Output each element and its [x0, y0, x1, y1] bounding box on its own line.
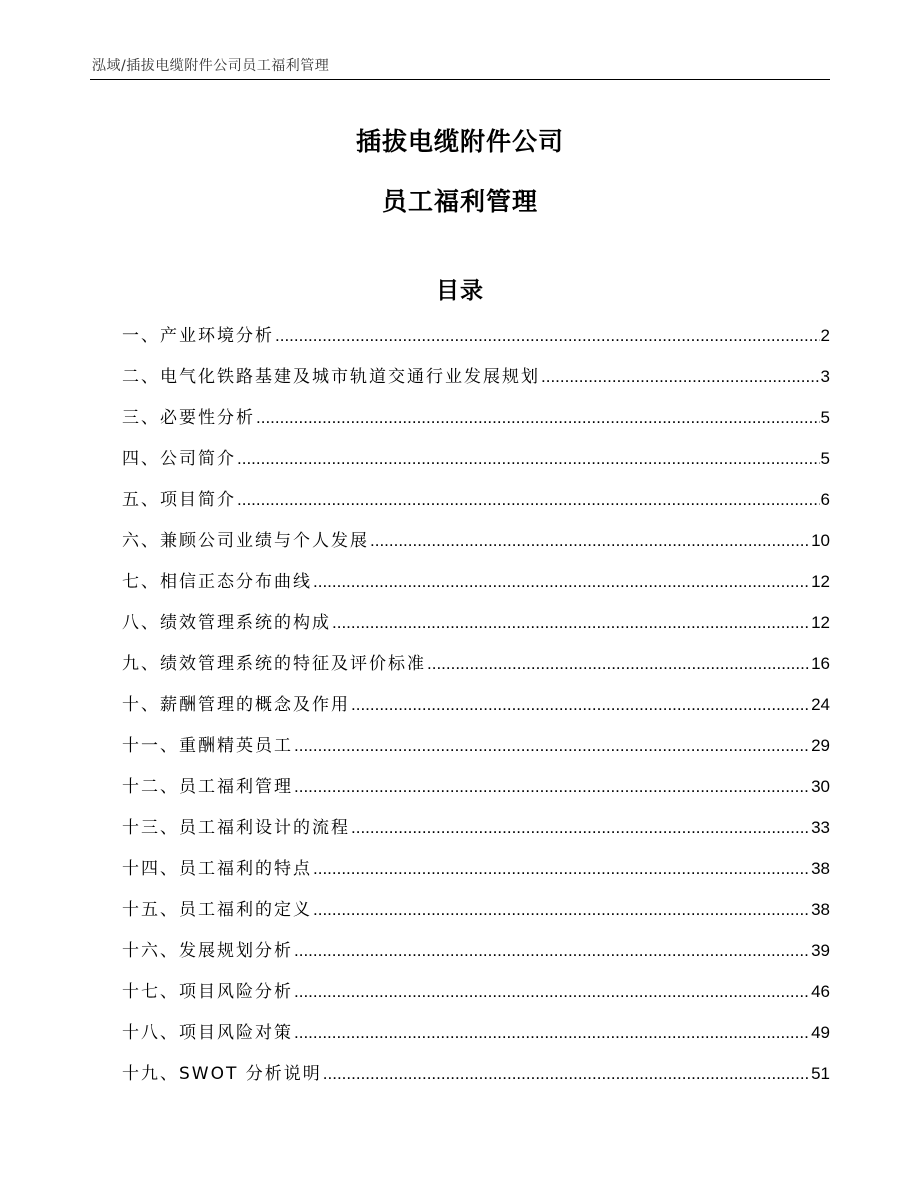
toc-entry-title: 员工福利的特点	[179, 859, 312, 879]
toc-entry-title: 重酬精英员工	[179, 736, 293, 756]
running-header: 泓域/插拔电缆附件公司员工福利管理	[92, 58, 330, 74]
table-of-contents	[122, 322, 830, 1101]
toc-entry[interactable]	[122, 363, 830, 404]
document-subtitle: 员工福利管理	[381, 187, 538, 216]
toc-entry[interactable]	[122, 855, 830, 896]
toc-entry[interactable]	[122, 1019, 830, 1060]
toc-entry-number: 十九、	[122, 1064, 179, 1084]
toc-entry-page: 38	[811, 859, 830, 878]
toc-entry-number: 十、	[122, 695, 160, 715]
toc-entry[interactable]	[122, 322, 830, 363]
dot-leader	[332, 609, 810, 637]
toc-entry[interactable]	[122, 814, 830, 855]
toc-entry[interactable]	[122, 896, 830, 937]
dot-leader	[351, 691, 810, 719]
toc-entry-number: 十四、	[122, 859, 179, 879]
toc-entry-title: 绩效管理系统的构成	[160, 613, 331, 633]
dot-leader	[294, 978, 810, 1006]
toc-entry-title: 必要性分析	[160, 408, 255, 428]
toc-entry[interactable]	[122, 1060, 830, 1101]
toc-entry-page: 39	[811, 941, 830, 960]
toc-entry[interactable]	[122, 404, 830, 445]
toc-entry[interactable]	[122, 937, 830, 978]
toc-entry[interactable]	[122, 568, 830, 609]
dot-leader	[237, 445, 820, 473]
dot-leader	[323, 1060, 810, 1088]
toc-entry-number: 十六、	[122, 941, 179, 961]
toc-entry-title: 电气化铁路基建及城市轨道交通行业发展规划	[160, 367, 540, 387]
dot-leader	[313, 855, 810, 883]
toc-entry-page: 46	[811, 982, 830, 1001]
toc-entry[interactable]	[122, 445, 830, 486]
toc-entry-title: 员工福利设计的流程	[179, 818, 350, 838]
dot-leader	[256, 404, 820, 432]
toc-entry-title: 项目风险对策	[179, 1023, 293, 1043]
toc-entry-number: 十八、	[122, 1023, 179, 1043]
dot-leader	[294, 1019, 810, 1047]
toc-entry-title: 项目风险分析	[179, 982, 293, 1002]
toc-entry-number: 十一、	[122, 736, 179, 756]
toc-entry-title: 员工福利管理	[179, 777, 293, 797]
toc-entry-title: SWOT 分析说明	[179, 1064, 322, 1084]
toc-entry-page: 16	[811, 654, 830, 673]
toc-entry-page: 29	[811, 736, 830, 755]
toc-entry-number: 十五、	[122, 900, 179, 920]
toc-entry-number: 五、	[122, 490, 160, 510]
toc-entry-title: 发展规划分析	[179, 941, 293, 961]
toc-entry-title: 项目简介	[160, 490, 236, 510]
toc-entry-page: 38	[811, 900, 830, 919]
dot-leader	[313, 896, 810, 924]
toc-entry-page: 10	[811, 531, 830, 550]
dot-leader	[427, 650, 810, 678]
toc-entry-page: 2	[820, 326, 830, 345]
toc-entry-page: 12	[811, 613, 830, 632]
header-divider	[90, 79, 830, 80]
toc-heading: 目录	[436, 278, 484, 304]
toc-entry[interactable]	[122, 650, 830, 691]
toc-entry[interactable]	[122, 691, 830, 732]
toc-entry-number: 四、	[122, 449, 160, 469]
dot-leader	[237, 486, 820, 514]
toc-entry-number: 二、	[122, 367, 160, 387]
toc-entry-page: 49	[811, 1023, 830, 1042]
dot-leader	[351, 814, 810, 842]
dot-leader	[294, 937, 810, 965]
toc-entry-title: 薪酬管理的概念及作用	[160, 695, 350, 715]
toc-entry-page: 30	[811, 777, 830, 796]
toc-entry-number: 七、	[122, 572, 160, 592]
dot-leader	[294, 732, 810, 760]
toc-entry-title: 绩效管理系统的特征及评价标准	[160, 654, 426, 674]
toc-entry-number: 六、	[122, 531, 160, 551]
toc-entry[interactable]	[122, 978, 830, 1019]
toc-entry-page: 24	[811, 695, 830, 714]
toc-entry-page: 6	[820, 490, 830, 509]
dot-leader	[294, 773, 810, 801]
toc-entry-number: 一、	[122, 326, 160, 346]
toc-entry-page: 12	[811, 572, 830, 591]
toc-entry-page: 5	[820, 449, 830, 468]
toc-entry-number: 十七、	[122, 982, 179, 1002]
dot-leader	[313, 568, 810, 596]
toc-entry[interactable]	[122, 486, 830, 527]
toc-entry-number: 九、	[122, 654, 160, 674]
toc-entry-page: 33	[811, 818, 830, 837]
toc-entry-title: 相信正态分布曲线	[160, 572, 312, 592]
toc-entry-number: 十二、	[122, 777, 179, 797]
toc-entry-number: 三、	[122, 408, 160, 428]
toc-entry[interactable]	[122, 732, 830, 773]
toc-entry-page: 5	[820, 408, 830, 427]
toc-entry[interactable]	[122, 609, 830, 650]
dot-leader	[370, 527, 810, 555]
toc-entry-number: 八、	[122, 613, 160, 633]
document-title: 插拔电缆附件公司	[355, 127, 564, 156]
toc-entry[interactable]	[122, 527, 830, 568]
toc-entry-title: 兼顾公司业绩与个人发展	[160, 531, 369, 551]
toc-entry-number: 十三、	[122, 818, 179, 838]
toc-entry-title: 员工福利的定义	[179, 900, 312, 920]
dot-leader	[275, 322, 820, 350]
toc-entry-page: 51	[811, 1064, 830, 1083]
toc-entry-title: 公司简介	[160, 449, 236, 469]
toc-entry[interactable]	[122, 773, 830, 814]
toc-entry-page: 3	[820, 367, 830, 386]
dot-leader	[541, 363, 820, 391]
toc-entry-title: 产业环境分析	[160, 326, 274, 346]
